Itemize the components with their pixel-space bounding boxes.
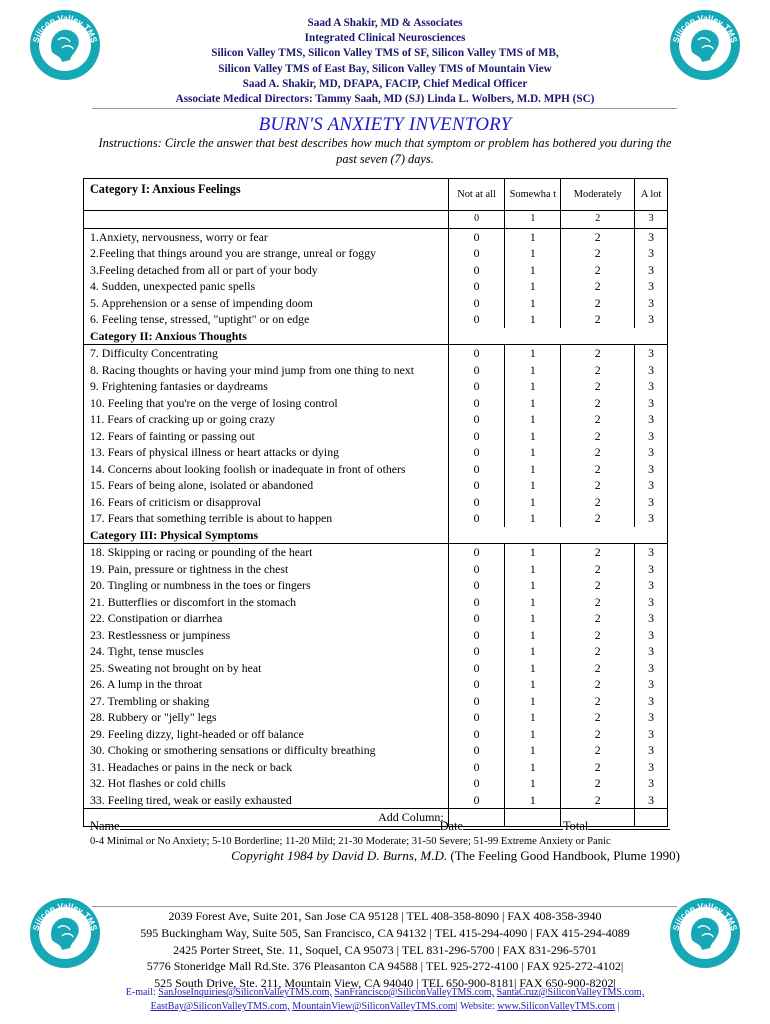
score-option-0[interactable]: 0 (448, 709, 505, 726)
score-option-1[interactable]: 1 (505, 676, 561, 693)
col-moderately: Moderately (561, 179, 635, 211)
score-option-0[interactable]: 0 (448, 594, 505, 611)
score-option-2[interactable]: 2 (561, 594, 635, 611)
score-option-1[interactable]: 1 (505, 660, 561, 677)
table-row (84, 561, 668, 578)
score-option-0[interactable]: 0 (448, 311, 505, 328)
score-option-0[interactable]: 0 (448, 742, 505, 759)
svg-text:Silicon Valley TMS: Silicon Valley TMS (30, 900, 100, 932)
score-option-3[interactable]: 3 (635, 278, 668, 295)
score-option-0[interactable]: 0 (448, 510, 505, 527)
score-option-3[interactable]: 3 (635, 726, 668, 743)
score-option-1[interactable]: 1 (505, 577, 561, 594)
page-title: BURN'S ANXIETY INVENTORY (258, 114, 512, 135)
symptom-label: 27. Trembling or shaking (84, 693, 449, 710)
table-row (84, 610, 668, 627)
category-title: Category III: Physical Symptoms (84, 527, 449, 544)
score-option-1[interactable]: 1 (505, 278, 561, 295)
symptom-label: 7. Difficulty Concentrating (84, 345, 449, 362)
score-option-2[interactable]: 2 (561, 759, 635, 776)
score-option-0[interactable]: 0 (448, 577, 505, 594)
total-field[interactable] (588, 818, 670, 830)
score-option-0[interactable]: 0 (448, 726, 505, 743)
email-prefix: E-mail: (125, 987, 159, 998)
table-row (84, 295, 668, 312)
table-row (84, 693, 668, 710)
symptom-label: 22. Constipation or diarrhea (84, 610, 449, 627)
svg-text:Silicon Valley TMS: Silicon Valley TMS (670, 900, 740, 932)
table-row (84, 444, 668, 461)
score-option-1[interactable]: 1 (505, 395, 561, 412)
footer-emails (90, 986, 680, 1014)
table-row (84, 594, 668, 611)
email-link[interactable]: EastBay@SiliconValleyTMS.com, (150, 1001, 290, 1012)
inventory-body (84, 211, 668, 827)
symptom-label: 4. Sudden, unexpected panic spells (84, 278, 449, 295)
score-option-3[interactable]: 3 (635, 594, 668, 611)
table-row (84, 461, 668, 478)
score-option-3[interactable]: 3 (635, 428, 668, 445)
table-row (84, 395, 668, 412)
symptom-label: 24. Tight, tense muscles (84, 643, 449, 660)
category-row (84, 328, 668, 345)
category-spacer (448, 527, 667, 544)
score-option-3[interactable]: 3 (635, 461, 668, 478)
address-line: 2425 Porter Street, Ste. 11, Soquel, CA 95073 | TEL 831-296-5700 | FAX 831-296-5701 (173, 942, 597, 957)
score-option-1[interactable]: 1 (505, 627, 561, 644)
score-option-1[interactable]: 1 (505, 345, 561, 362)
table-row (84, 544, 668, 561)
symptom-label: 14. Concerns about looking foolish or inadequate in front of others (84, 461, 449, 478)
score-option-2[interactable]: 2 (561, 311, 635, 328)
score-option-1[interactable]: 1 (505, 643, 561, 660)
score-option-0[interactable]: 0 (448, 477, 505, 494)
score-option-0[interactable]: 0 (448, 759, 505, 776)
score-option-2[interactable]: 2 (561, 278, 635, 295)
symptom-label: 12. Fears of fainting or passing out (84, 428, 449, 445)
score-option-1[interactable]: 1 (505, 311, 561, 328)
table-row (84, 278, 668, 295)
score-option-1[interactable]: 1 (505, 477, 561, 494)
symptom-label: 11. Fears of cracking up or going crazy (84, 411, 449, 428)
symptom-label: 26. A lump in the throat (84, 676, 449, 693)
symptom-label: 31. Headaches or pains in the neck or back (84, 759, 449, 776)
score-option-0[interactable]: 0 (448, 561, 505, 578)
header-line: Associate Medical Directors: Tammy Saah, MD (SJ) Linda L. Wolbers, M.D. MPH (SC) (175, 93, 595, 106)
col-somewhat: Somewha t (505, 179, 561, 211)
score-option-3[interactable]: 3 (635, 759, 668, 776)
score-option-0[interactable]: 0 (448, 395, 505, 412)
score-option-3[interactable]: 3 (635, 211, 668, 229)
score-option-1[interactable]: 1 (505, 726, 561, 743)
score-option-1[interactable]: 1 (505, 411, 561, 428)
scoring-scale: 0-4 Minimal or No Anxiety; 5-10 Borderline; 11-20 Mild; 21-30 Moderate; 31-50 Severe; 51-99 Extreme Anxiety or Panic (90, 836, 611, 847)
score-option-1[interactable]: 1 (505, 494, 561, 511)
symptom-label: 20. Tingling or numbness in the toes or fingers (84, 577, 449, 594)
score-option-3[interactable]: 3 (635, 610, 668, 627)
address-line: 595 Buckingham Way, Suite 505, San Francisco, CA 94132 | TEL 415-294-4090 | FAX 415-294-4089 (140, 925, 630, 940)
score-option-2[interactable]: 2 (561, 627, 635, 644)
symptom-label: 10. Feeling that you're on the verge of losing control (84, 395, 449, 412)
spacer (84, 211, 449, 229)
score-option-3[interactable]: 3 (635, 742, 668, 759)
date-field[interactable] (463, 818, 563, 830)
score-option-2[interactable]: 2 (561, 676, 635, 693)
table-row (84, 428, 668, 445)
header-divider (92, 108, 677, 109)
score-option-0[interactable]: 0 (448, 660, 505, 677)
score-option-2[interactable]: 2 (561, 362, 635, 379)
score-option-1[interactable]: 1 (505, 461, 561, 478)
table-row (84, 477, 668, 494)
score-option-0[interactable]: 0 (448, 378, 505, 395)
score-option-2[interactable]: 2 (561, 211, 635, 229)
category-title: Category II: Anxious Thoughts (84, 328, 449, 345)
table-row (84, 627, 668, 644)
logo-top-right (668, 8, 742, 82)
score-option-3[interactable]: 3 (635, 494, 668, 511)
scale-row (84, 211, 668, 229)
score-option-1[interactable]: 1 (505, 544, 561, 561)
score-option-2[interactable]: 2 (561, 378, 635, 395)
header-line: Silicon Valley TMS, Silicon Valley TMS of SF, Silicon Valley TMS of MB, (211, 47, 559, 60)
score-option-3[interactable]: 3 (635, 510, 668, 527)
score-option-1[interactable]: 1 (505, 561, 561, 578)
table-row (84, 245, 668, 262)
score-option-2[interactable]: 2 (561, 245, 635, 262)
score-option-3[interactable]: 3 (635, 295, 668, 312)
score-option-0[interactable]: 0 (448, 211, 505, 229)
symptom-label: 17. Fears that something terrible is about to happen (84, 510, 449, 527)
score-option-2[interactable]: 2 (561, 228, 635, 245)
name-field[interactable] (120, 818, 440, 830)
score-option-0[interactable]: 0 (448, 643, 505, 660)
score-option-2[interactable]: 2 (561, 792, 635, 809)
symptom-label: 28. Rubbery or "jelly" legs (84, 709, 449, 726)
score-option-3[interactable]: 3 (635, 544, 668, 561)
score-option-1[interactable]: 1 (505, 362, 561, 379)
col-not-at-all: Not at all (448, 179, 505, 211)
score-option-3[interactable]: 3 (635, 411, 668, 428)
symptom-label: 1.Anxiety, nervousness, worry or fear (84, 228, 449, 245)
score-option-1[interactable]: 1 (505, 444, 561, 461)
add-column-label: Add Column: (84, 809, 449, 827)
score-option-3[interactable]: 3 (635, 362, 668, 379)
score-option-3[interactable]: 3 (635, 561, 668, 578)
score-option-3[interactable]: 3 (635, 775, 668, 792)
table-row (84, 660, 668, 677)
symptom-label: 30. Choking or smothering sensations or difficulty breathing (84, 742, 449, 759)
score-option-0[interactable]: 0 (448, 444, 505, 461)
score-option-0[interactable]: 0 (448, 228, 505, 245)
table-row (84, 792, 668, 809)
score-option-0[interactable]: 0 (448, 295, 505, 312)
score-option-3[interactable]: 3 (635, 345, 668, 362)
email-link[interactable]: SanJoseInquiries@SiliconValleyTMS.com, (158, 987, 332, 998)
score-option-1[interactable]: 1 (505, 610, 561, 627)
score-option-3[interactable]: 3 (635, 395, 668, 412)
table-row (84, 494, 668, 511)
website-link[interactable]: www.SiliconValleyTMS.com (497, 1001, 615, 1012)
symptom-label: 23. Restlessness or jumpiness (84, 627, 449, 644)
table-row (84, 726, 668, 743)
footer-addresses (90, 908, 680, 992)
score-option-1[interactable]: 1 (505, 510, 561, 527)
table-row (84, 643, 668, 660)
email-link[interactable]: SanFrancisco@SiliconValleyTMS.com, (334, 987, 495, 998)
score-option-2[interactable]: 2 (561, 709, 635, 726)
symptom-label: 32. Hot flashes or cold chills (84, 775, 449, 792)
score-option-2[interactable]: 2 (561, 775, 635, 792)
score-option-0[interactable]: 0 (448, 461, 505, 478)
score-option-2[interactable]: 2 (561, 577, 635, 594)
score-option-3[interactable]: 3 (635, 693, 668, 710)
table-row (84, 262, 668, 279)
total-label: Total (562, 819, 589, 833)
score-option-0[interactable]: 0 (448, 428, 505, 445)
score-option-2[interactable]: 2 (561, 395, 635, 412)
score-option-3[interactable]: 3 (635, 378, 668, 395)
copyright (0, 848, 680, 864)
score-option-0[interactable]: 0 (448, 627, 505, 644)
header-line: Silicon Valley TMS of East Bay, Silicon Valley TMS of Mountain View (218, 62, 552, 75)
symptom-label: 16. Fears of criticism or disapproval (84, 494, 449, 511)
score-option-2[interactable]: 2 (561, 295, 635, 312)
score-option-2[interactable]: 2 (561, 561, 635, 578)
website-label: Website: (459, 1001, 495, 1012)
email-link[interactable]: SantaCruz@SiliconValleyTMS.com, (496, 987, 645, 998)
symptom-label: 19. Pain, pressure or tightness in the chest (84, 561, 449, 578)
score-option-0[interactable]: 0 (448, 676, 505, 693)
email-link[interactable]: MountainView@SiliconValleyTMS.com| (292, 1001, 458, 1012)
score-option-2[interactable]: 2 (561, 494, 635, 511)
name-date-total-row (90, 818, 680, 834)
score-option-1[interactable]: 1 (505, 709, 561, 726)
score-option-1[interactable]: 1 (505, 295, 561, 312)
table-row (84, 775, 668, 792)
date-label: Date (439, 819, 463, 833)
score-option-3[interactable]: 3 (635, 444, 668, 461)
score-option-2[interactable]: 2 (561, 610, 635, 627)
table-row (84, 510, 668, 527)
score-option-0[interactable]: 0 (448, 792, 505, 809)
score-option-3[interactable]: 3 (635, 262, 668, 279)
score-option-0[interactable]: 0 (448, 362, 505, 379)
separator: | (617, 1001, 620, 1012)
score-option-3[interactable]: 3 (635, 676, 668, 693)
symptom-label: 5. Apprehension or a sense of impending doom (84, 295, 449, 312)
table-row (84, 676, 668, 693)
score-option-1[interactable]: 1 (505, 262, 561, 279)
score-option-3[interactable]: 3 (635, 477, 668, 494)
table-row (84, 378, 668, 395)
score-option-0[interactable]: 0 (448, 245, 505, 262)
score-option-1[interactable]: 1 (505, 428, 561, 445)
score-option-3[interactable]: 3 (635, 228, 668, 245)
table-row (84, 311, 668, 328)
score-option-0[interactable]: 0 (448, 610, 505, 627)
symptom-label: 8. Racing thoughts or having your mind jump from one thing to next (84, 362, 449, 379)
score-option-3[interactable]: 3 (635, 709, 668, 726)
score-option-2[interactable]: 2 (561, 345, 635, 362)
copyright-source: (The Feeling Good Handbook, Plume 1990) (450, 848, 680, 863)
score-option-3[interactable]: 3 (635, 245, 668, 262)
symptom-label: 6. Feeling tense, stressed, "uptight" or on edge (84, 311, 449, 328)
score-option-1[interactable]: 1 (505, 693, 561, 710)
score-option-0[interactable]: 0 (448, 411, 505, 428)
category-row (84, 527, 668, 544)
score-option-3[interactable]: 3 (635, 792, 668, 809)
score-option-0[interactable]: 0 (448, 693, 505, 710)
score-option-3[interactable]: 3 (635, 627, 668, 644)
score-option-2[interactable]: 2 (561, 742, 635, 759)
table-row (84, 411, 668, 428)
instructions: Instructions: Circle the answer that best describes how much that symptom or problem has bothered you during the past seven (7) days. (98, 136, 672, 166)
table-row (84, 759, 668, 776)
score-option-3[interactable]: 3 (635, 643, 668, 660)
table-row (84, 709, 668, 726)
address-line: 5776 Stoneridge Mall Rd.Ste. 376 Pleasanton CA 94588 | TEL 925-272-4100 | FAX 925-272-4102| (146, 959, 624, 974)
symptom-label: 3.Feeling detached from all or part of your body (84, 262, 449, 279)
score-option-2[interactable]: 2 (561, 428, 635, 445)
table-row (84, 345, 668, 362)
score-option-2[interactable]: 2 (561, 544, 635, 561)
table-row (84, 577, 668, 594)
score-option-0[interactable]: 0 (448, 775, 505, 792)
score-option-3[interactable]: 3 (635, 660, 668, 677)
table-row (84, 362, 668, 379)
address-line: 2039 Forest Ave, Suite 201, San Jose CA 95128 | TEL 408-358-8090 | FAX 408-358-3940 (168, 909, 602, 923)
inventory-table (83, 178, 668, 827)
symptom-label: 25. Sweating not brought on by heat (84, 660, 449, 677)
header-line: Integrated Clinical Neurosciences (304, 32, 466, 45)
symptom-label: 15. Fears of being alone, isolated or abandoned (84, 477, 449, 494)
score-option-1[interactable]: 1 (505, 378, 561, 395)
table-row (84, 742, 668, 759)
score-option-2[interactable]: 2 (561, 643, 635, 660)
score-option-1[interactable]: 1 (505, 245, 561, 262)
score-option-2[interactable]: 2 (561, 444, 635, 461)
score-option-3[interactable]: 3 (635, 577, 668, 594)
symptom-label: 33. Feeling tired, weak or easily exhausted (84, 792, 449, 809)
score-option-2[interactable]: 2 (561, 477, 635, 494)
address-line: 525 South Drive, Ste. 211, Mountain View, CA 94040 | TEL 650-900-8181| FAX 650-900-8202| (154, 976, 616, 991)
letterhead (110, 16, 660, 107)
symptom-label: 21. Butterflies or discomfort in the stomach (84, 594, 449, 611)
score-option-1[interactable]: 1 (505, 211, 561, 229)
col-a-lot: A lot (635, 179, 668, 211)
score-option-2[interactable]: 2 (561, 461, 635, 478)
copyright-italic: Copyright 1984 by David D. Burns, M.D. (231, 848, 448, 863)
score-option-2[interactable]: 2 (561, 693, 635, 710)
symptom-label: 9. Frightening fantasies or daydreams (84, 378, 449, 395)
header-line: Saad A. Shakir, MD, DFAPA, FACIP, Chief Medical Officer (242, 77, 528, 90)
score-option-0[interactable]: 0 (448, 494, 505, 511)
footer-divider (92, 906, 677, 907)
symptom-label: 2.Feeling that things around you are strange, unreal or foggy (84, 245, 449, 262)
logo-top-left (28, 8, 102, 82)
score-option-0[interactable]: 0 (448, 262, 505, 279)
score-option-2[interactable]: 2 (561, 510, 635, 527)
symptom-label: 29. Feeling dizzy, light-headed or off balance (84, 726, 449, 743)
table-row (84, 228, 668, 245)
symptom-label: 13. Fears of physical illness or heart attacks or dying (84, 444, 449, 461)
score-option-1[interactable]: 1 (505, 759, 561, 776)
category-header: Category I: Anxious Feelings (84, 179, 449, 211)
svg-text:Silicon Valley TMS: Silicon Valley TMS (670, 12, 740, 44)
score-option-2[interactable]: 2 (561, 411, 635, 428)
score-option-2[interactable]: 2 (561, 262, 635, 279)
score-option-3[interactable]: 3 (635, 311, 668, 328)
score-option-1[interactable]: 1 (505, 792, 561, 809)
category-spacer (448, 328, 667, 345)
score-option-1[interactable]: 1 (505, 775, 561, 792)
score-option-1[interactable]: 1 (505, 742, 561, 759)
header-line: Saad A Shakir, MD & Associates (307, 17, 463, 29)
score-option-2[interactable]: 2 (561, 660, 635, 677)
symptom-label: 18. Skipping or racing or pounding of the heart (84, 544, 449, 561)
svg-text:Silicon Valley TMS: Silicon Valley TMS (30, 12, 100, 44)
score-option-2[interactable]: 2 (561, 726, 635, 743)
score-option-0[interactable]: 0 (448, 345, 505, 362)
score-option-1[interactable]: 1 (505, 594, 561, 611)
score-option-0[interactable]: 0 (448, 278, 505, 295)
name-label: Name (90, 819, 120, 833)
score-option-1[interactable]: 1 (505, 228, 561, 245)
score-option-0[interactable]: 0 (448, 544, 505, 561)
